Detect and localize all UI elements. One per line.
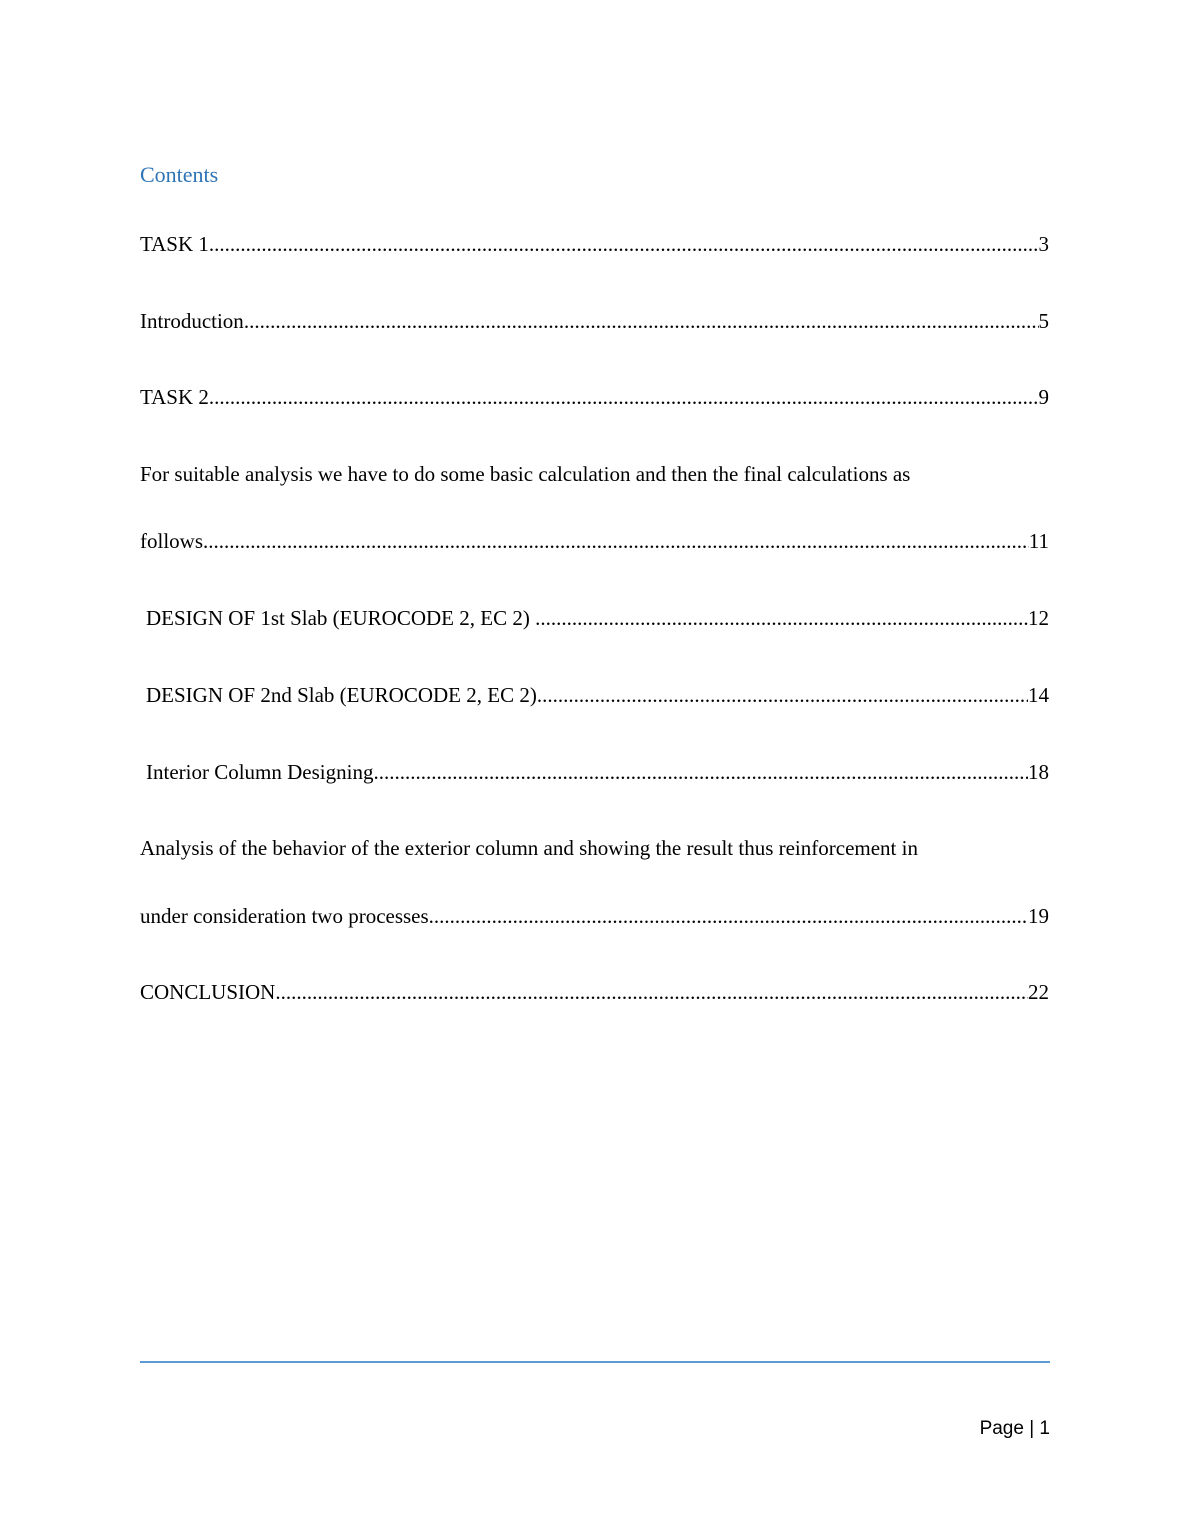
toc-entry-page: 9 [1038, 385, 1049, 409]
toc-entry-title: TASK 2 [140, 385, 209, 409]
toc-entry[interactable] [140, 758, 1049, 786]
toc-entry-page: 18 [1028, 760, 1049, 784]
toc-entry-page: 12 [1028, 606, 1049, 630]
toc-entry-page: 5 [1038, 309, 1049, 333]
toc-entry-page: 11 [1028, 529, 1049, 553]
toc-entry[interactable] [140, 681, 1049, 709]
toc-entry-title: CONCLUSION [140, 980, 276, 1004]
toc-entry[interactable] [140, 230, 1049, 258]
toc-dot-leader [244, 307, 1039, 335]
toc-entry-title: follows [140, 529, 203, 553]
toc-entry-page: 22 [1028, 980, 1049, 1004]
toc-heading: Contents [140, 162, 219, 187]
toc-entry-page: 19 [1028, 904, 1049, 928]
toc-dot-leader [535, 604, 1028, 632]
toc-dot-leader [209, 383, 1039, 411]
toc-entry-title: DESIGN OF 1st Slab (EUROCODE 2, EC 2) [146, 606, 536, 630]
toc-entry[interactable] [140, 527, 1049, 555]
toc-entry-page: 14 [1028, 683, 1049, 707]
toc-dot-leader [429, 902, 1028, 930]
toc-entry[interactable] [140, 604, 1049, 632]
toc-entry-title: DESIGN OF 2nd Slab (EUROCODE 2, EC 2) [146, 683, 537, 707]
toc-entry[interactable] [140, 902, 1049, 930]
toc-entry-title: TASK 1 [140, 232, 209, 256]
toc-entry-page: 3 [1038, 232, 1049, 256]
toc-entry[interactable] [140, 307, 1049, 335]
toc-dot-leader [209, 230, 1039, 258]
toc-entry-title-line[interactable]: For suitable analysis we have to do some basic calculation and then the final calculations as [140, 462, 911, 486]
toc-entry-title: under consideration two processes [140, 904, 429, 928]
footer-page-number: Page | 1 [979, 1418, 1050, 1439]
toc-entry[interactable] [140, 978, 1049, 1006]
toc-dot-leader [275, 978, 1028, 1006]
toc-entry-title: Interior Column Designing [146, 760, 374, 784]
toc-dot-leader [203, 527, 1029, 555]
toc-dot-leader [373, 758, 1028, 786]
toc-entry-title: Introduction [140, 309, 244, 333]
toc-dot-leader [537, 681, 1028, 709]
toc-entry[interactable] [140, 383, 1049, 411]
toc-entry-title-line[interactable]: Analysis of the behavior of the exterior column and showing the result thus reinforcement in [140, 836, 918, 860]
footer-divider [140, 1361, 1050, 1363]
